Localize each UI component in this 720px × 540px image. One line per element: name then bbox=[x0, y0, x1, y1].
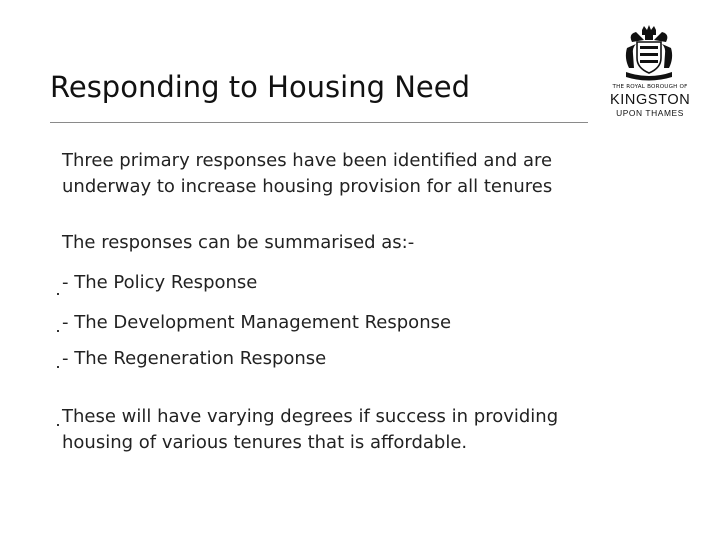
intro-line-2: underway to increase housing provision for all tenures bbox=[62, 176, 553, 197]
intro-line-1: Three primary responses have been identified and are bbox=[62, 150, 553, 171]
response-item-regeneration: - The Regeneration Response bbox=[62, 348, 327, 369]
closing-paragraph bbox=[62, 404, 558, 456]
closing-line-1: These will have varying degrees if success in providing bbox=[62, 406, 559, 427]
response-item-policy: - The Policy Response bbox=[62, 272, 258, 293]
logo-line-2: KINGSTON bbox=[610, 92, 691, 108]
slide-title: Responding to Housing Need bbox=[50, 70, 471, 104]
response-item-development-management: - The Development Management Response bbox=[62, 312, 452, 333]
bullet-marker bbox=[57, 366, 59, 368]
logo-line-3: UPON THAMES bbox=[616, 108, 684, 118]
bullet-marker bbox=[57, 424, 59, 426]
kingston-logo bbox=[610, 24, 690, 124]
intro-paragraph bbox=[62, 148, 552, 200]
coat-of-arms-icon bbox=[624, 24, 674, 84]
bullet-marker bbox=[57, 293, 59, 295]
logo-line-1: THE ROYAL BOROUGH OF bbox=[612, 84, 688, 90]
title-divider bbox=[50, 122, 588, 123]
summary-lead: The responses can be summarised as:- bbox=[62, 232, 415, 253]
closing-line-2: housing of various tenures that is affordable. bbox=[62, 432, 468, 453]
bullet-marker bbox=[57, 330, 59, 332]
